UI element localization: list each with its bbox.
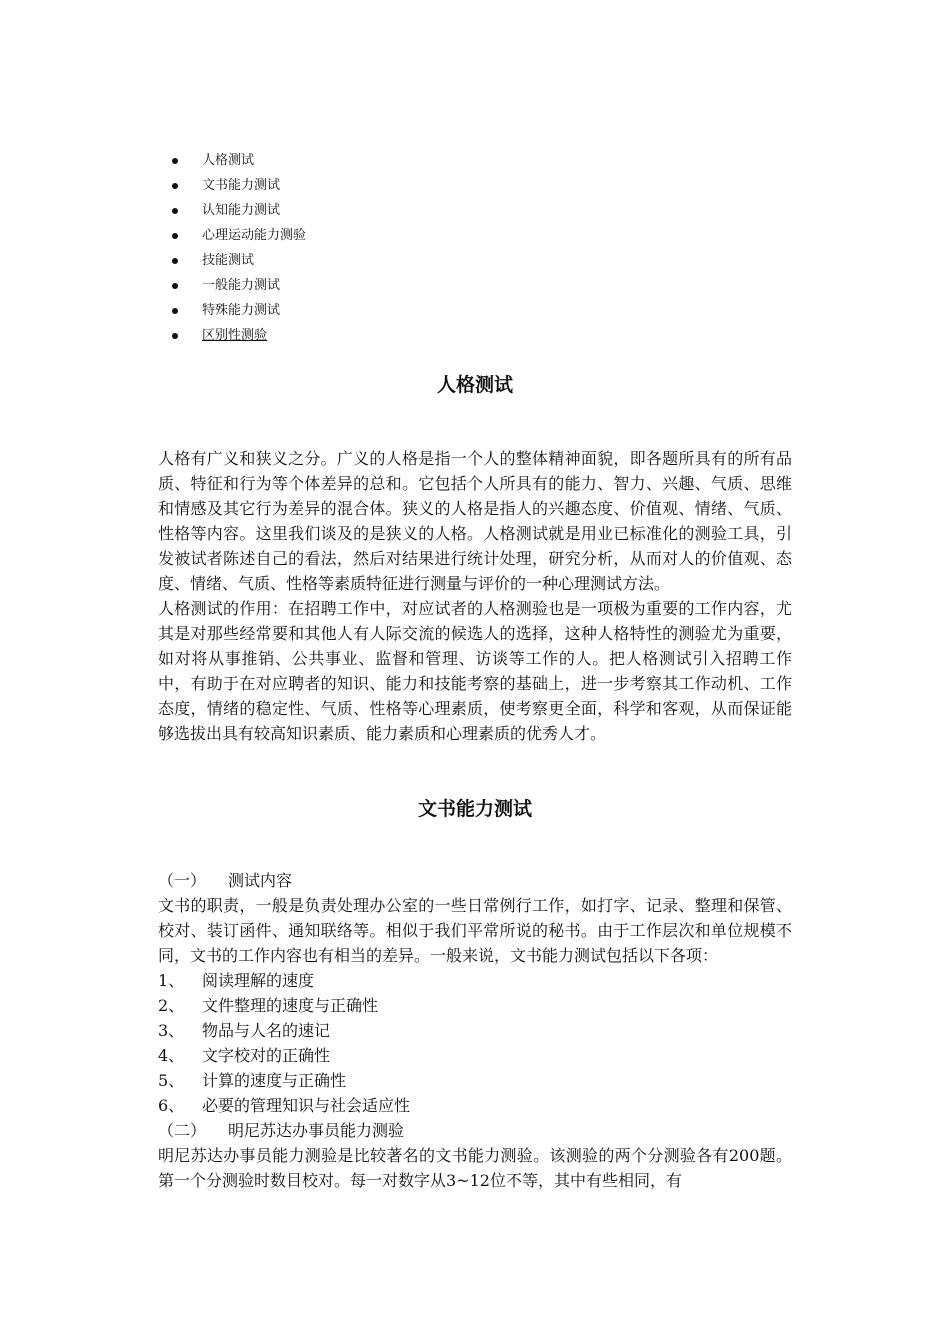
toc-item-label: 特殊能力测试 (202, 303, 281, 318)
toc-item-label: 认知能力测试 (202, 203, 281, 218)
toc-item[interactable] (172, 300, 306, 325)
list-text: 计算的速度与正确性 (202, 1071, 347, 1090)
list-text: 必要的管理知识与社会适应性 (202, 1096, 411, 1115)
subsection-label: 测试内容 (228, 871, 293, 890)
subsection-number: （二） (158, 1121, 207, 1140)
subsection-heading (158, 868, 792, 893)
bullet-icon (172, 333, 178, 339)
toc-item-label: 技能测试 (202, 253, 255, 268)
toc-list (172, 150, 306, 350)
toc-item[interactable] (172, 275, 306, 300)
list-number: 3、 (158, 1021, 185, 1040)
bullet-icon (172, 308, 178, 314)
section-personality-body (158, 446, 792, 746)
list-item (158, 1093, 792, 1118)
list-text: 物品与人名的速记 (202, 1021, 331, 1040)
toc-item[interactable] (172, 250, 306, 275)
bullet-icon (172, 258, 178, 264)
list-item (158, 1018, 792, 1043)
list-number: 5、 (158, 1071, 185, 1090)
list-item (158, 993, 792, 1018)
bullet-icon (172, 158, 178, 164)
section-clerical-body (158, 868, 792, 1193)
toc-item[interactable] (172, 225, 306, 250)
bullet-icon (172, 208, 178, 214)
paragraph: 人格测试的作用：在招聘工作中，对应试者的人格测验也是一项极为重要的工作内容，尤其是对那些经常要和其他人有人际交流的候选人的选择，这种人格特性的测验尤为重要，如对将从事推销、公共事业、监督和管理、访谈等工作的人。把人格测试引入招聘工作中，有助于在对应聘者的知识、能力和技能考察的基础上，进一步考察其工作动机、工作态度，情绪的稳定性、气质、性格等心理素质，使考察更全面，科学和客观，从而保证能够选拔出具有较高知识素质、能力素质和心理素质的优秀人才。 (158, 599, 792, 743)
list-number: 2、 (158, 996, 185, 1015)
toc-item[interactable] (172, 150, 306, 175)
toc-item-label: 心理运动能力测验 (202, 228, 307, 243)
toc-item-link[interactable] (172, 325, 306, 350)
bullet-icon (172, 183, 178, 189)
list-item (158, 968, 792, 993)
paragraph: 人格有广义和狭义之分。广义的人格是指一个人的整体精神面貌，即各题所具有的所有品质、特征和行为等个体差异的总和。它包括个人所具有的能力、智力、兴趣、气质、思维和情感及其它行为差异的混合体。狭义的人格是指人的兴趣态度、价值观、情绪、气质、性格等内容。这里我们谈及的是狭义的人格。人格测试就是用业已标准化的测验工具，引发被试者陈述自己的看法，然后对结果进行统计处理，研究分析，从而对人的价值观、态度、情绪、气质、性格等素质特征进行测量与评价的一种心理测试方法。 (158, 449, 792, 593)
list-number: 1、 (158, 971, 185, 990)
subsection-label: 明尼苏达办事员能力测验 (228, 1121, 405, 1140)
paragraph: 明尼苏达办事员能力测验是比较著名的文书能力测验。该测验的两个分测验各有200题。第一个分测验时数目校对。每一对数字从3~12位不等，其中有些相同，有 (158, 1146, 792, 1190)
toc-item-link-label[interactable]: 区别性测验 (202, 328, 268, 343)
list-item (158, 1068, 792, 1093)
list-text: 阅读理解的速度 (202, 971, 315, 990)
list-text: 文件整理的速度与正确性 (202, 996, 379, 1015)
subsection-heading (158, 1118, 792, 1143)
list-number: 4、 (158, 1046, 185, 1065)
list-item (158, 1043, 792, 1068)
bullet-icon (172, 283, 178, 289)
subsection-number: （一） (158, 871, 207, 890)
paragraph: 文书的职责，一般是负责处理办公室的一些日常例行工作，如打字、记录、整理和保管、校对、装订函件、通知联络等。相似于我们平常所说的秘书。由于工作层次和单位规模不同，文书的工作内容也有相当的差异。一般来说，文书能力测试包括以下各项： (158, 896, 792, 965)
toc-item-label: 人格测试 (202, 153, 255, 168)
section-heading-clerical: 文书能力测试 (417, 798, 532, 820)
section-heading-personality: 人格测试 (436, 374, 513, 396)
toc-item[interactable] (172, 175, 306, 200)
toc-item[interactable] (172, 200, 306, 225)
toc-item-label: 文书能力测试 (202, 178, 281, 193)
list-text: 文字校对的正确性 (202, 1046, 331, 1065)
toc-item-label: 一般能力测试 (202, 278, 281, 293)
list-number: 6、 (158, 1096, 185, 1115)
bullet-icon (172, 233, 178, 239)
